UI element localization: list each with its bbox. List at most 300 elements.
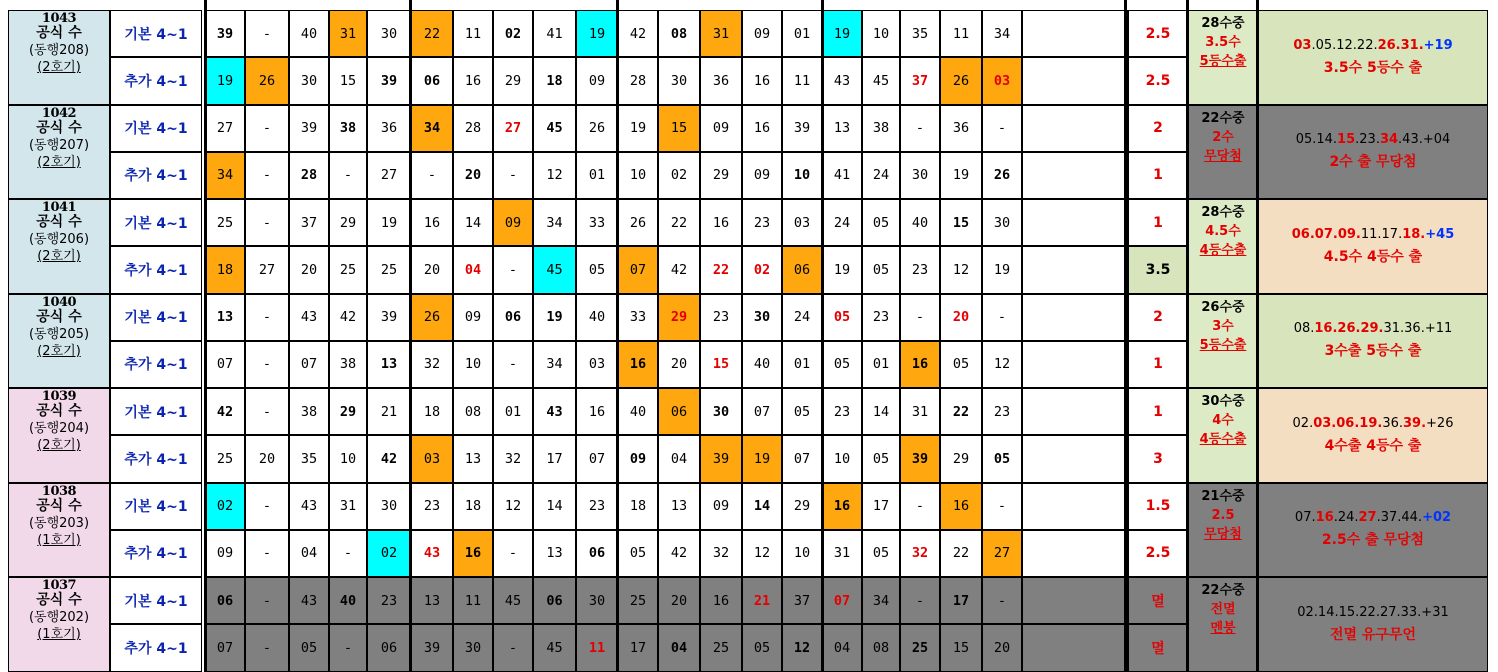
number-cell: 30 (700, 388, 742, 435)
blank-cell (1022, 577, 1128, 624)
dong-label: (동행202) (28, 610, 90, 625)
draw-result (1258, 199, 1488, 294)
number-cell: 34 (533, 199, 576, 246)
winning-numbers (1294, 321, 1453, 336)
number-cell: - (329, 152, 367, 199)
number-cell: 42 (618, 10, 658, 57)
formula-label: 공식 수 (36, 308, 82, 325)
number-cell: - (493, 624, 533, 671)
blank-cell (1022, 388, 1128, 435)
number-cell: - (982, 483, 1022, 530)
winning-number-part: 03.06.19. (1313, 415, 1383, 431)
basic-score: 1 (1128, 199, 1188, 246)
number-cell: 14 (862, 388, 900, 435)
extra-score: 1 (1128, 341, 1188, 388)
round-number: 1039 (41, 389, 77, 404)
winning-numbers (1296, 132, 1451, 147)
number-cell: 02 (205, 483, 245, 530)
basic-score: 2.5 (1128, 10, 1188, 57)
number-cell: 13 (367, 341, 411, 388)
number-cell: 23 (900, 246, 940, 293)
number-cell: 18 (411, 388, 453, 435)
number-cell: 37 (900, 57, 940, 104)
basic-score: 2 (1128, 294, 1188, 341)
number-cell: 12 (493, 483, 533, 530)
number-cell: 12 (940, 246, 982, 293)
number-cell: 20 (289, 246, 329, 293)
winning-numbers (1293, 416, 1454, 431)
number-cell: 18 (618, 483, 658, 530)
number-cell: 16 (742, 105, 782, 152)
number-cell: 25 (700, 624, 742, 671)
dong-label: (동행205) (28, 326, 90, 342)
number-cell: 40 (618, 388, 658, 435)
machine-label: (2호기) (37, 60, 81, 75)
number-cell: 39 (782, 105, 822, 152)
number-cell: - (982, 577, 1022, 624)
extra-row-label: 추가 4~1 (110, 341, 202, 388)
extra-score: 3 (1128, 435, 1188, 482)
number-cell: 11 (453, 10, 493, 57)
number-cell: 10 (822, 435, 862, 482)
blank-cell (1022, 483, 1128, 530)
number-cell: 22 (658, 199, 700, 246)
number-cell: 38 (329, 341, 367, 388)
number-cell: 22 (940, 388, 982, 435)
number-cell: 07 (742, 388, 782, 435)
winning-number-part: +02 (1422, 510, 1452, 526)
draw-result (1258, 388, 1488, 483)
winning-number-part: 36. (1382, 415, 1403, 431)
extra-score: 멸 (1128, 624, 1188, 671)
number-cell: 05 (822, 341, 862, 388)
number-cell: 41 (822, 152, 862, 199)
round-header (8, 105, 110, 200)
winning-number-part: 26.31. (1377, 37, 1424, 53)
blank-cell (1022, 624, 1128, 671)
number-cell: - (245, 577, 289, 624)
number-cell: 30 (367, 10, 411, 57)
number-cell: 12 (982, 341, 1022, 388)
number-cell: 09 (742, 10, 782, 57)
number-cell: - (493, 530, 533, 577)
number-cell: 23 (411, 483, 453, 530)
number-cell: 16 (700, 577, 742, 624)
prize-status: 4등수출 (1199, 432, 1247, 447)
number-cell: 05 (862, 246, 900, 293)
prize-status: 무당첨 (1204, 148, 1242, 164)
hit-value: 전멸 (1210, 602, 1236, 617)
number-cell: 05 (862, 199, 900, 246)
number-cell: 07 (205, 624, 245, 671)
draw-result (1258, 10, 1488, 105)
number-cell: 06 (205, 577, 245, 624)
hit-count: 22수중 (1201, 583, 1245, 598)
number-cell: 20 (940, 294, 982, 341)
number-cell: 08 (862, 624, 900, 671)
hit-value: 2수 (1212, 129, 1234, 145)
winning-number-part: 03 (1293, 37, 1312, 53)
hit-count: 26수중 (1201, 299, 1245, 315)
number-cell: 43 (822, 57, 862, 104)
winning-numbers (1297, 605, 1448, 620)
number-cell: 26 (940, 57, 982, 104)
number-cell: 23 (982, 388, 1022, 435)
number-cell: 32 (700, 530, 742, 577)
winning-number-part: 11.17. (1360, 226, 1403, 242)
number-cell: 38 (289, 388, 329, 435)
number-cell: 27 (245, 246, 289, 293)
machine-label: (2호기) (37, 249, 81, 264)
prize-status: 5등수출 (1199, 54, 1247, 69)
winning-number-part: 06.07.09. (1291, 226, 1361, 242)
number-cell: - (493, 341, 533, 388)
number-cell: 32 (493, 435, 533, 482)
basic-row-label: 기본 4~1 (110, 483, 202, 530)
prize-status: 5등수출 (1199, 337, 1247, 353)
winning-numbers (1292, 227, 1454, 242)
number-cell: 09 (576, 57, 618, 104)
number-cell: 19 (742, 435, 782, 482)
basic-score: 1.5 (1128, 483, 1188, 530)
basic-row-label: 기본 4~1 (110, 199, 202, 246)
number-cell: 14 (533, 483, 576, 530)
number-cell: 18 (205, 246, 245, 293)
extra-score: 1 (1128, 152, 1188, 199)
number-cell: 03 (411, 435, 453, 482)
number-cell: - (245, 483, 289, 530)
number-cell: 29 (940, 435, 982, 482)
number-cell: 10 (782, 152, 822, 199)
number-cell: 02 (658, 152, 700, 199)
extra-row-label: 추가 4~1 (110, 246, 202, 293)
number-cell: 36 (700, 57, 742, 104)
blank-cell (1022, 435, 1128, 482)
number-cell: 09 (453, 294, 493, 341)
number-cell: 11 (940, 10, 982, 57)
number-cell: 16 (618, 341, 658, 388)
number-cell: 05 (576, 246, 618, 293)
draw-result (1258, 483, 1488, 578)
round-header (8, 388, 110, 483)
number-cell: 01 (493, 388, 533, 435)
number-cell: 39 (289, 105, 329, 152)
machine-label: (1호기) (37, 532, 81, 548)
extra-row-label: 추가 4~1 (110, 152, 202, 199)
number-cell: 20 (245, 435, 289, 482)
number-cell: - (245, 10, 289, 57)
result-comment: 2수 출 무당첨 (1329, 154, 1417, 171)
number-cell: 13 (658, 483, 700, 530)
number-cell: 31 (700, 10, 742, 57)
number-cell: 43 (411, 530, 453, 577)
number-cell: 16 (576, 388, 618, 435)
number-cell: 01 (782, 10, 822, 57)
number-cell: 06 (658, 388, 700, 435)
number-cell: 13 (205, 294, 245, 341)
number-cell: 19 (205, 57, 245, 104)
number-cell: 30 (289, 57, 329, 104)
number-cell: 32 (900, 530, 940, 577)
number-cell: 35 (900, 10, 940, 57)
number-cell: 05 (742, 624, 782, 671)
dong-label: (동행204) (28, 421, 90, 436)
number-cell: 20 (411, 246, 453, 293)
number-cell: 25 (618, 577, 658, 624)
number-cell: 45 (493, 577, 533, 624)
blank-cell (1022, 57, 1128, 104)
number-cell: 15 (329, 57, 367, 104)
hit-value: 4.5수 (1205, 224, 1241, 239)
number-cell: 16 (453, 57, 493, 104)
basic-score: 멸 (1128, 577, 1188, 624)
number-cell: 12 (782, 624, 822, 671)
number-cell: 22 (940, 530, 982, 577)
number-cell: 37 (782, 577, 822, 624)
machine-label: (2호기) (37, 438, 81, 453)
formula-label: 공식 수 (36, 214, 82, 230)
winning-number-part: 27 (1358, 510, 1377, 526)
number-cell: 02 (493, 10, 533, 57)
number-cell: 16 (822, 483, 862, 530)
number-cell: 22 (700, 246, 742, 293)
number-cell: 06 (533, 577, 576, 624)
number-cell: - (411, 152, 453, 199)
prize-status: 멘붕 (1210, 621, 1236, 636)
winning-number-part: 02.14.15.22.27.33.+31 (1297, 604, 1449, 620)
hit-count: 30수중 (1201, 394, 1245, 409)
number-cell: 29 (493, 57, 533, 104)
hit-summary (1188, 105, 1258, 200)
number-cell: 39 (700, 435, 742, 482)
extra-row-label: 추가 4~1 (110, 57, 202, 104)
number-cell: 36 (940, 105, 982, 152)
round-header (8, 199, 110, 294)
number-cell: - (329, 530, 367, 577)
number-cell: - (245, 624, 289, 671)
number-cell: 39 (205, 10, 245, 57)
number-cell: 37 (289, 199, 329, 246)
result-comment: 3수출 5등수 출 (1324, 343, 1422, 360)
winning-number-part: .37.44. (1376, 510, 1423, 526)
hit-summary (1188, 483, 1258, 578)
column-divider (1186, 0, 1189, 672)
number-cell: 11 (453, 577, 493, 624)
number-cell: 31 (329, 10, 367, 57)
number-cell: 20 (982, 624, 1022, 671)
extra-row-label: 추가 4~1 (110, 435, 202, 482)
machine-label: (2호기) (37, 154, 81, 170)
number-cell: 15 (940, 199, 982, 246)
draw-result (1258, 294, 1488, 389)
extra-score: 2.5 (1128, 530, 1188, 577)
number-cell: 06 (576, 530, 618, 577)
number-cell: 04 (289, 530, 329, 577)
number-cell: 45 (862, 57, 900, 104)
number-cell: 10 (453, 341, 493, 388)
number-cell: - (245, 105, 289, 152)
number-cell: 06 (782, 246, 822, 293)
winning-number-part: 02. (1292, 415, 1314, 431)
number-cell: 21 (367, 388, 411, 435)
formula-label: 공식 수 (36, 25, 82, 41)
number-cell: 29 (782, 483, 822, 530)
blank-cell (1022, 294, 1128, 341)
number-cell: 07 (782, 435, 822, 482)
number-cell: 05 (618, 530, 658, 577)
basic-row-label: 기본 4~1 (110, 105, 202, 152)
winning-number-part: 34 (1379, 132, 1399, 148)
winning-number-part: 07. (1294, 510, 1316, 526)
number-cell: 13 (822, 105, 862, 152)
number-cell: 33 (618, 294, 658, 341)
number-cell: 09 (742, 152, 782, 199)
number-cell: 11 (576, 624, 618, 671)
number-cell: 05 (289, 624, 329, 671)
column-divider (616, 0, 619, 672)
round-header (8, 577, 110, 672)
number-cell: 16 (940, 483, 982, 530)
number-cell: 08 (658, 10, 700, 57)
formula-label: 공식 수 (36, 497, 82, 514)
number-cell: 34 (205, 152, 245, 199)
number-cell: 39 (367, 294, 411, 341)
number-cell: 09 (700, 483, 742, 530)
round-number: 1038 (41, 483, 77, 499)
extra-row-label: 추가 4~1 (110, 530, 202, 577)
number-cell: 18 (533, 57, 576, 104)
number-cell: 11 (782, 57, 822, 104)
number-cell: 24 (862, 152, 900, 199)
number-cell: 23 (700, 294, 742, 341)
number-cell: 27 (493, 105, 533, 152)
number-cell: 42 (329, 294, 367, 341)
number-cell: - (245, 341, 289, 388)
hit-value: 3.5수 (1205, 35, 1241, 50)
winning-number-part: +45 (1425, 226, 1455, 242)
number-cell: 26 (245, 57, 289, 104)
number-cell: 29 (700, 152, 742, 199)
number-cell: 28 (289, 152, 329, 199)
number-cell: - (329, 624, 367, 671)
number-cell: 40 (289, 10, 329, 57)
basic-row-label: 기본 4~1 (110, 577, 202, 624)
number-cell: 18 (453, 483, 493, 530)
winning-number-part: 15 (1337, 132, 1356, 148)
column-divider (1124, 0, 1127, 672)
number-cell: 25 (900, 624, 940, 671)
number-cell: 24 (822, 199, 862, 246)
number-cell: 45 (533, 246, 576, 293)
number-cell: 06 (367, 624, 411, 671)
number-cell: 39 (411, 624, 453, 671)
number-cell: 19 (367, 199, 411, 246)
number-cell: 23 (367, 577, 411, 624)
number-cell: 39 (367, 57, 411, 104)
winning-number-part: +26 (1426, 415, 1454, 431)
number-cell: 12 (742, 530, 782, 577)
formula-label: 공식 수 (36, 403, 82, 419)
number-cell: 13 (453, 435, 493, 482)
number-cell: 40 (900, 199, 940, 246)
number-cell: 15 (658, 105, 700, 152)
number-cell: 25 (205, 199, 245, 246)
number-cell: 15 (700, 341, 742, 388)
number-cell: 25 (329, 246, 367, 293)
number-cell: - (982, 105, 1022, 152)
number-cell: 03 (576, 341, 618, 388)
winning-number-part: 31.36.+11 (1383, 321, 1453, 337)
number-cell: 13 (533, 530, 576, 577)
number-cell: 15 (940, 624, 982, 671)
number-cell: 34 (411, 105, 453, 152)
number-cell: 16 (742, 57, 782, 104)
column-divider (409, 0, 412, 672)
number-cell: 23 (822, 388, 862, 435)
winning-number-part: 18. (1402, 226, 1426, 242)
number-cell: - (245, 294, 289, 341)
hit-count: 28수중 (1201, 16, 1245, 31)
number-cell: 19 (822, 10, 862, 57)
number-cell: - (245, 530, 289, 577)
hit-summary (1188, 10, 1258, 105)
number-cell: 10 (329, 435, 367, 482)
blank-cell (1022, 152, 1128, 199)
round-header (8, 10, 110, 105)
number-cell: 30 (367, 483, 411, 530)
number-cell: 02 (367, 530, 411, 577)
number-cell: - (493, 152, 533, 199)
number-cell: 30 (658, 57, 700, 104)
number-cell: 10 (862, 10, 900, 57)
result-comment: 2.5수 출 무당첨 (1321, 532, 1425, 549)
number-cell: 01 (862, 341, 900, 388)
extra-score: 2.5 (1128, 57, 1188, 104)
number-cell: 12 (533, 152, 576, 199)
winning-number-part: 08. (1293, 321, 1315, 337)
number-cell: 07 (205, 341, 245, 388)
number-cell: 07 (576, 435, 618, 482)
winning-number-part: 39. (1403, 415, 1427, 431)
draw-result (1258, 577, 1488, 672)
hit-count: 28수중 (1201, 205, 1245, 220)
number-cell: 27 (982, 530, 1022, 577)
number-cell: 39 (900, 435, 940, 482)
column-divider (1256, 0, 1259, 672)
basic-row-label: 기본 4~1 (110, 10, 202, 57)
number-cell: 06 (411, 57, 453, 104)
number-cell: 14 (453, 199, 493, 246)
number-cell: 13 (411, 577, 453, 624)
machine-label: (2호기) (37, 343, 81, 359)
number-cell: 07 (822, 577, 862, 624)
basic-score: 2 (1128, 105, 1188, 152)
blank-cell (1022, 246, 1128, 293)
machine-label: (1호기) (37, 627, 81, 642)
dong-label: (동행207) (28, 137, 90, 153)
number-cell: 08 (453, 388, 493, 435)
number-cell: 43 (289, 577, 329, 624)
hit-summary (1188, 388, 1258, 483)
formula-label: 공식 수 (36, 592, 82, 608)
winning-number-part: 05.14. (1295, 132, 1338, 148)
number-cell: 28 (618, 57, 658, 104)
winning-number-part: .24. (1333, 510, 1359, 526)
basic-row-label: 기본 4~1 (110, 294, 202, 341)
number-cell: 30 (742, 294, 782, 341)
number-cell: 38 (862, 105, 900, 152)
number-cell: 01 (576, 152, 618, 199)
